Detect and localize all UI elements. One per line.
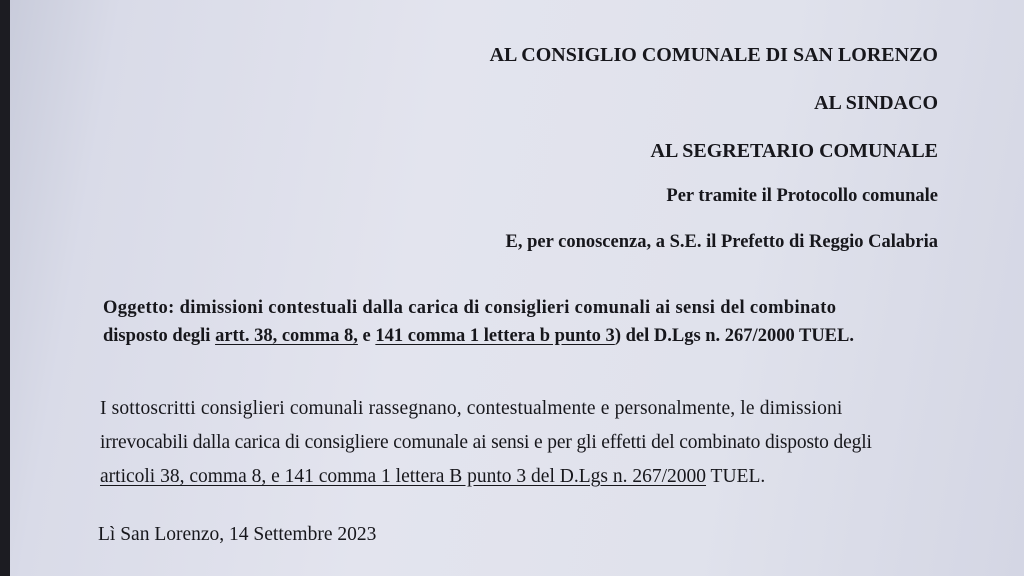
recipient-mayor: AL SINDACO	[814, 92, 938, 114]
subject-text-mid: e	[357, 326, 376, 346]
body-line-1: I sottoscritti consiglieri comunali rassegnano, contestualmente e personalmente, le dimissioni	[100, 398, 843, 419]
body-line-2: irrevocabili dalla carica di consigliere comunale ai sensi e per gli effetti del combinato disposto degli	[100, 432, 872, 453]
body-line-3	[100, 466, 765, 488]
recipient-council: AL CONSIGLIO COMUNALE DI SAN LORENZO	[489, 44, 938, 66]
subject-ref-art38: artt. 38, comma 8,	[215, 326, 358, 346]
place-date: Lì San Lorenzo, 14 Settembre 2023	[98, 524, 377, 545]
recipient-secretary: AL SEGRETARIO COMUNALE	[650, 140, 938, 162]
subject-line-1: Oggetto: dimissioni contestuali dalla carica di consiglieri comunali ai sensi del combinato	[103, 298, 837, 318]
recipient-protocol: Per tramite il Protocollo comunale	[666, 186, 938, 206]
subject-text-post: ) del D.Lgs n. 267/2000 TUEL.	[614, 326, 854, 346]
subject-ref-art141: 141 comma 1 lettera b punto 3	[375, 326, 615, 346]
subject-text-pre: disposto degli	[103, 326, 216, 346]
document-page	[10, 0, 1024, 576]
recipient-prefect: E, per conoscenza, a S.E. il Prefetto di Reggio Calabria	[505, 232, 938, 252]
body-ref-articles: articoli 38, comma 8, e 141 comma 1 lettera B punto 3 del D.Lgs n. 267/2000	[100, 466, 707, 487]
body-text-post: TUEL.	[706, 466, 766, 487]
subject-line-2	[103, 326, 854, 347]
